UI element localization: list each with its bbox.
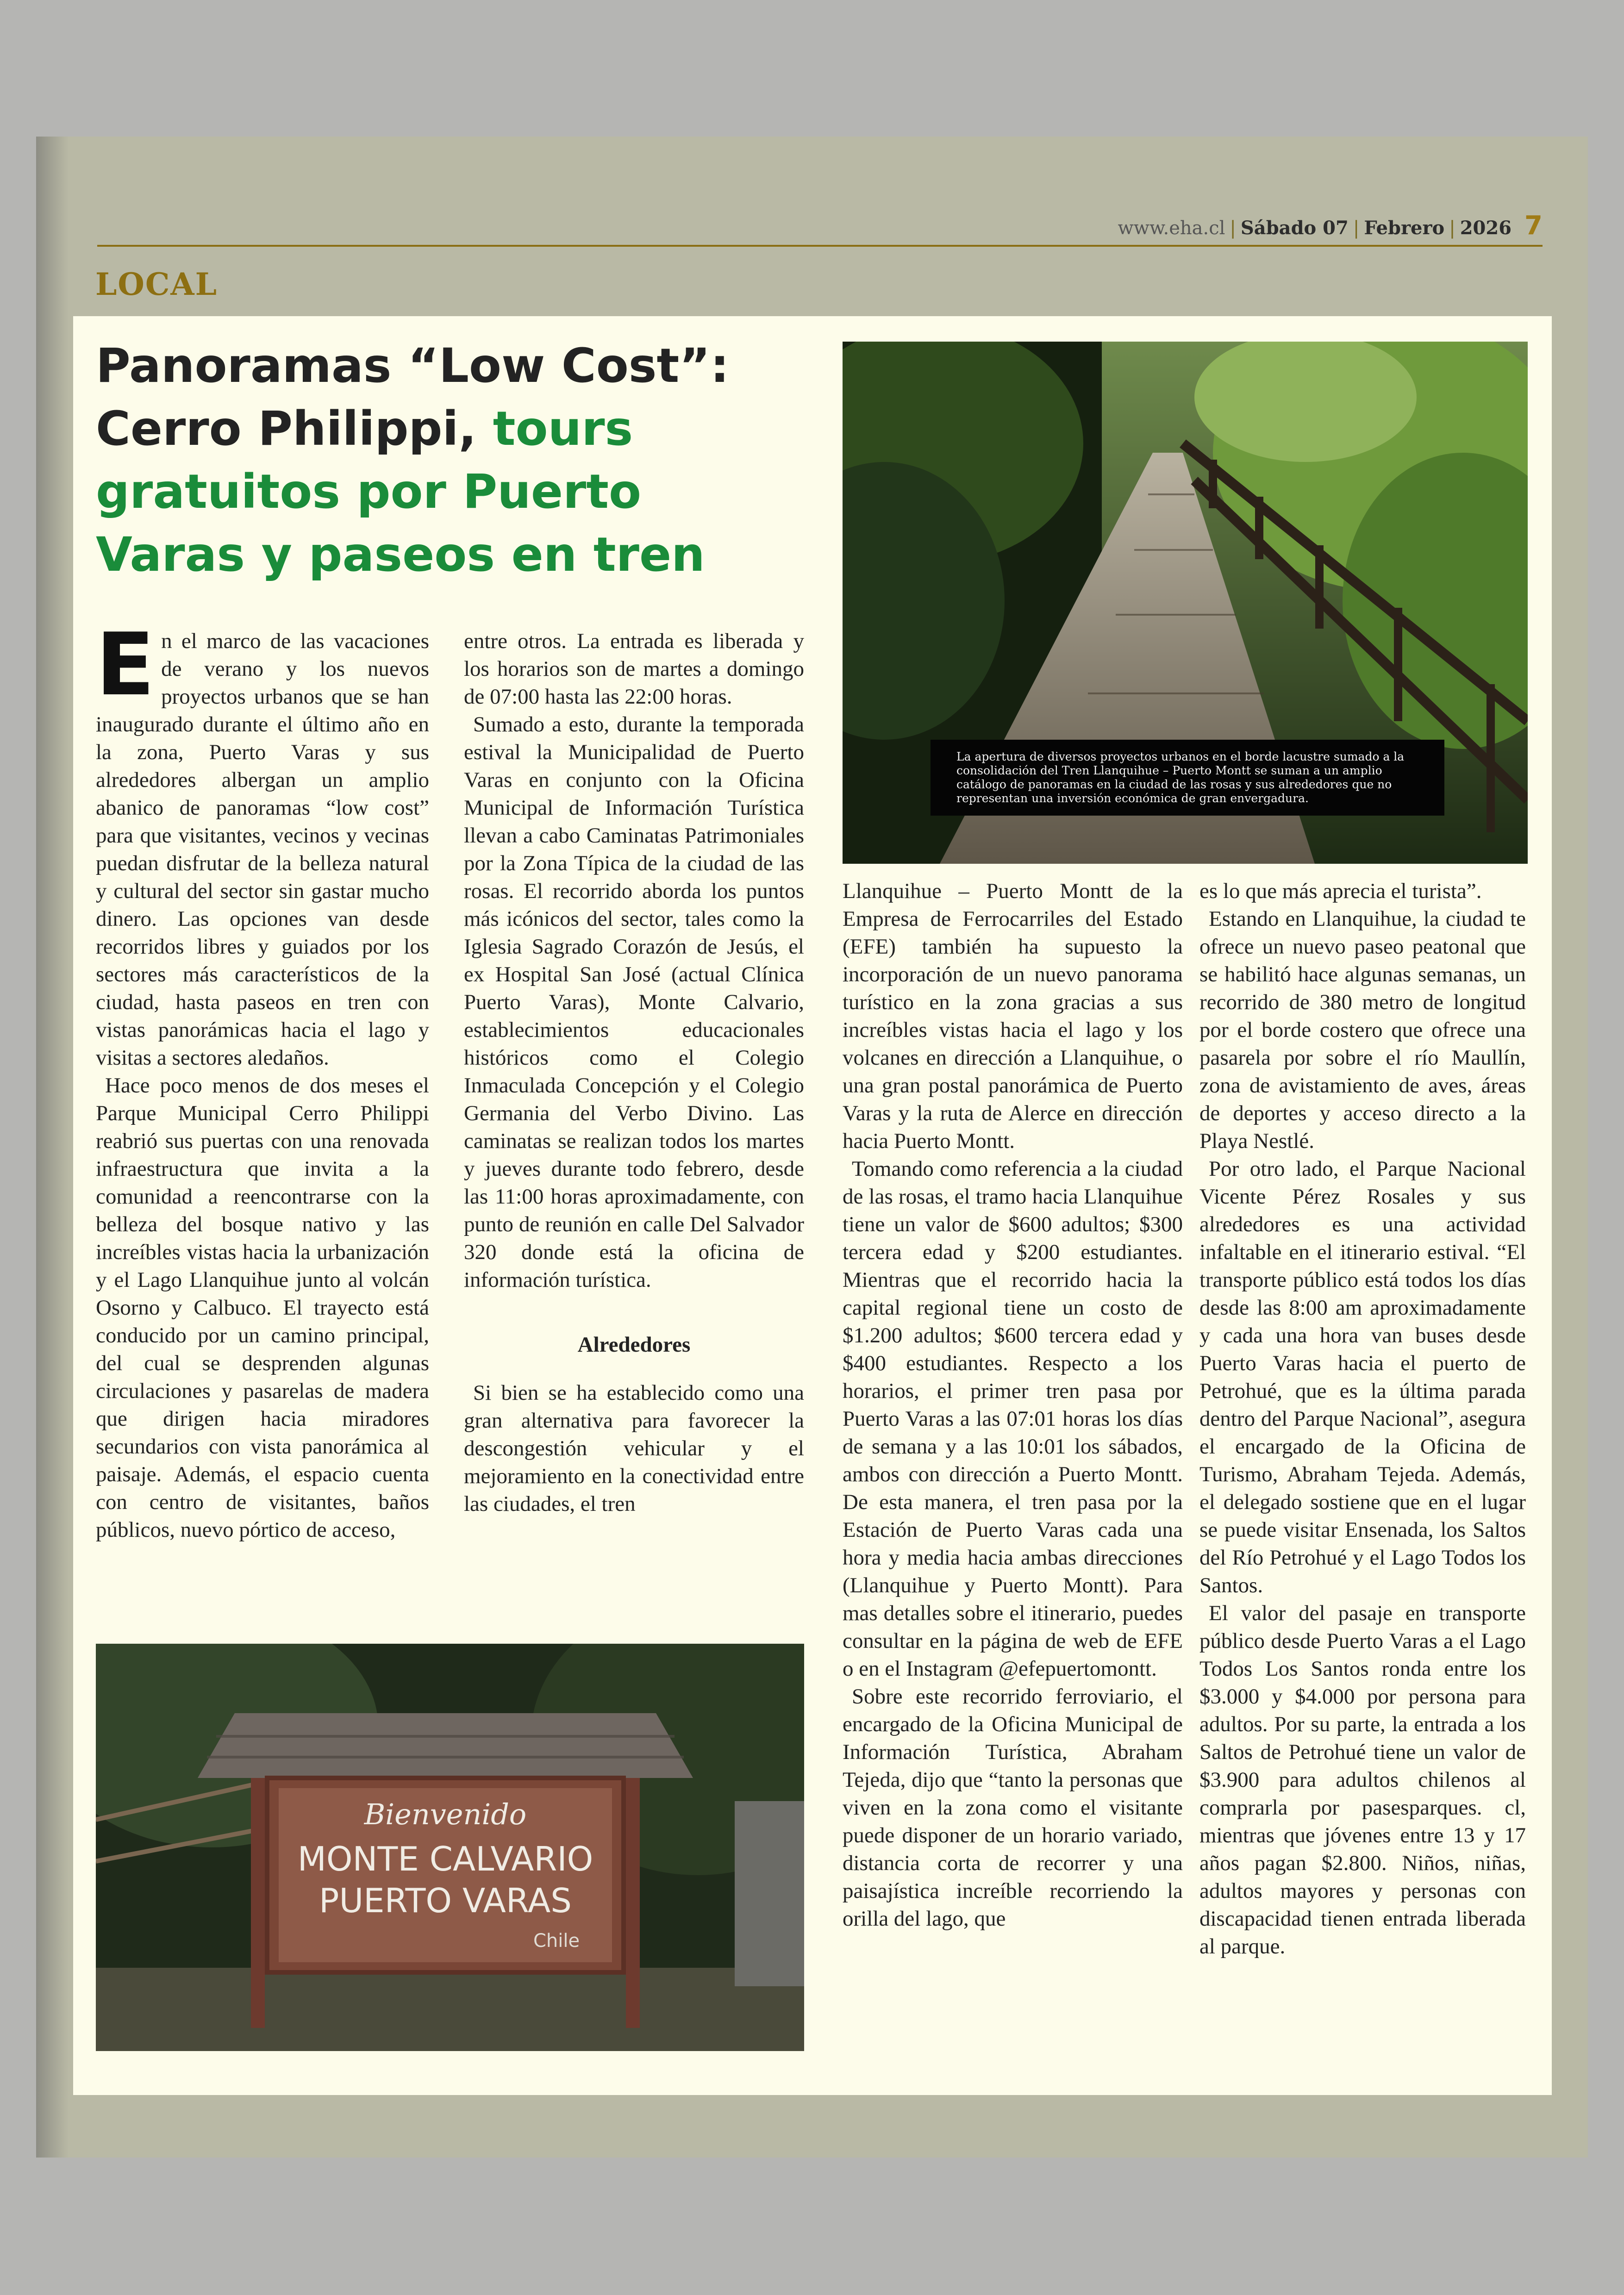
sign-line-1: Bienvenido	[364, 1797, 527, 1831]
paragraph: Si bien se ha establecido como una gran alternativa para favorecer la descongestión vehicular y el mejoramiento en la conectividad entre las ciudades, el tren	[464, 1381, 804, 1516]
sign-line-4: Chile	[533, 1930, 580, 1952]
paragraph: Llanquihue – Puerto Montt de la Empresa de Ferrocarriles del Estado (EFE) también ha supuesto la incorporación de un nuevo panorama turístico en la zona gracias a sus increíbles vistas hacia el lago y los volcanes en dirección a Llanquihue, o una gran postal panorámica de Puerto Varas y la ruta de Alerce en dirección hacia Puerto Montt.	[843, 879, 1183, 1153]
header-year: 2026	[1460, 217, 1512, 239]
header-separator: |	[1449, 218, 1455, 239]
article-column-3	[843, 877, 1183, 1933]
paragraph: Estando en Llanquihue, la ciudad te ofrece un nuevo paseo peatonal que se habilitó hace algunas semanas, un recorrido de 380 metro de longitud por el borde costero que ofrece una pasarela por sobre el río Maullín, zona de avistamiento de aves, áreas de deportes y acceso directo a la Playa Nestlé.	[1199, 907, 1526, 1153]
paragraph: Sobre este recorrido ferroviario, el encargado de la Oficina Municipal de Información Turística, Abraham Tejeda, dijo que “tanto la personas que viven en la zona como el visitante puede disponer de un horario variado, distancia corta de recorrer y una paisajística increíble recorriendo la orilla del lago, que	[843, 1684, 1183, 1931]
header-site: www.eha.cl	[1118, 218, 1225, 239]
boardwalk-photo	[843, 342, 1528, 864]
sign-line-3: PUERTO VARAS	[319, 1881, 572, 1920]
headline-dark: Panoramas “Low Cost”: Cerro Philippi,	[96, 338, 730, 456]
section-label: LOCAL	[95, 266, 218, 302]
paragraph: Sumado a esto, durante la temporada estival la Municipalidad de Puerto Varas en conjunto con la Oficina Municipal de Información Turística llevan a cabo Caminatas Patrimoniales por la Zona Típica de la ciudad de las rosas. El recorrido aborda los puntos más icónicos del sector, tales como la Iglesia Sagrado Corazón de Jesús, el ex Hospital San José (actual Clínica Puerto Varas), Monte Calvario, establecimientos educacionales históricos como el Colegio Inmaculada Concepción y el Colegio Germania del Verbo Divino. Las caminatas se realizan todos los martes y jueves durante todo febrero, desde las 11:00 horas aproximadamente, con punto de reunión en calle Del Salvador 320 donde está la oficina de información turística.	[464, 712, 804, 1292]
photo-caption: La apertura de diversos proyectos urbanos en el borde lacustre sumado a la consolidación del Tren Llanquihue – Puerto Montt se suman a un amplio catálogo de panoramas en la ciudad de las rosas y sus alrededores que no representan una inversión económica de gran envergadura.	[931, 740, 1444, 816]
headline	[96, 335, 762, 586]
header-rule	[97, 245, 1543, 247]
monte-calvario-photo	[96, 1644, 804, 2051]
header-separator: |	[1230, 218, 1236, 239]
sign-line-2: MONTE CALVARIO	[297, 1840, 593, 1878]
subhead: Alrededores	[577, 1333, 691, 1357]
paragraph: Tomando como referencia a la ciudad de las rosas, el tramo hacia Llanquihue tiene un valor de $600 adultos; $300 tercera edad y $200 estudiantes. Mientras que el recorrido hacia la capital regional tiene un costo de $1.200 adultos; $600 tercera edad y $400 estudiantes. Respecto a los horarios, el primer tren pasa por Puerto Varas a las 07:01 horas los días de semana y a las 10:01 los sábados, ambos con dirección a Puerto Montt. De esta manera, el tren pasa por la Estación de Puerto Varas cada una hora y media hacia ambas direcciones (Llanquihue y Puerto Montt). Para mas detalles sobre el itinerario, puedes consultar en la página de web de EFE o en el Instagram @efepuertomontt.	[843, 1157, 1183, 1681]
page-gutter-shadow	[36, 137, 69, 2158]
page-number: 7	[1524, 211, 1543, 241]
paragraph: Por otro lado, el Parque Nacional Vicente Pérez Rosales y sus alrededores es una actividad infaltable en el itinerario estival. “El transporte público está todos los días desde las 8:00 am aproximadamente y cada una hora van buses desde Puerto Varas hacia el puerto de Petrohué, que es la última parada dentro del Parque Nacional”, asegura el encargado de la Oficina de Turismo, Abraham Tejeda. Además, el delegado sostiene que en el lugar se puede visitar Ensenada, los Saltos del Río Petrohué y el Lago Todos los Santos.	[1199, 1157, 1526, 1597]
welcome-sign-illustration	[96, 1644, 804, 2051]
headline-green: tours gratuitos por Puerto Varas y paseos en tren	[96, 401, 705, 582]
article-column-2	[464, 627, 804, 1518]
newspaper-page	[36, 137, 1588, 2158]
paragraph: es lo que más aprecia el turista”.	[1199, 879, 1482, 903]
paragraph	[96, 614, 429, 1072]
article-column-1	[96, 614, 429, 1544]
article	[73, 316, 1552, 2095]
paragraph-text: n el marco de las vacaciones de verano y los nuevos proyectos urbanos que se han inaugurado durante el último año en la zona, Puerto Varas y sus alrededores albergan un amplio abanico de panoramas “low cost” para que visitantes, vecinos y vecinas puedan disfrutar de la belleza natural y cultural del sector sin gastar mucho dinero. Las opciones van desde recorridos libres y guiados por los sectores más característicos de la ciudad, hasta paseos en tren con vistas panorámicas hacia el lago y visitas a sectores aledaños.	[96, 629, 429, 1070]
paragraph: entre otros. La entrada es liberada y los horarios son de martes a domingo de 07:00 hasta las 22:00 horas.	[464, 629, 804, 709]
header-month: Febrero	[1364, 217, 1445, 239]
page-header	[1118, 211, 1543, 241]
dropcap: E	[96, 614, 155, 715]
paragraph: El valor del pasaje en transporte público desde Puerto Varas a el Lago Todos Los Santos ronda entre los $3.000 y $4.000 por persona para adultos. Por su parte, la entrada a los Saltos de Petrohué tiene un valor de $3.900 para adultos chilenos al comprarla por pasesparques. cl, mientras que jóvenes entre 13 y 17 años pagan $2.800. Niños, niñas, adultos mayores y personas con discapacidad tienen entrada liberada al parque.	[1199, 1601, 1526, 1958]
article-column-4	[1199, 877, 1526, 1960]
header-day: Sábado 07	[1240, 217, 1349, 239]
paragraph: Hace poco menos de dos meses el Parque Municipal Cerro Philippi reabrió sus puertas con una renovada infraestructura que invita a la comunidad a reencontrarse con la belleza del bosque nativo y las increíbles vistas hacia la urbanización y el Lago Llanquihue junto al volcán Osorno y Calbuco. El trayecto está conducido por un camino principal, del cual se desprenden algunas circulaciones y pasarelas de madera que dirigen hacia miradores secundarios con vista panorámica al paisaje. Además, el espacio cuenta con centro de visitantes, baños públicos, nuevo pórtico de acceso,	[96, 1073, 429, 1542]
header-separator: |	[1353, 218, 1360, 239]
